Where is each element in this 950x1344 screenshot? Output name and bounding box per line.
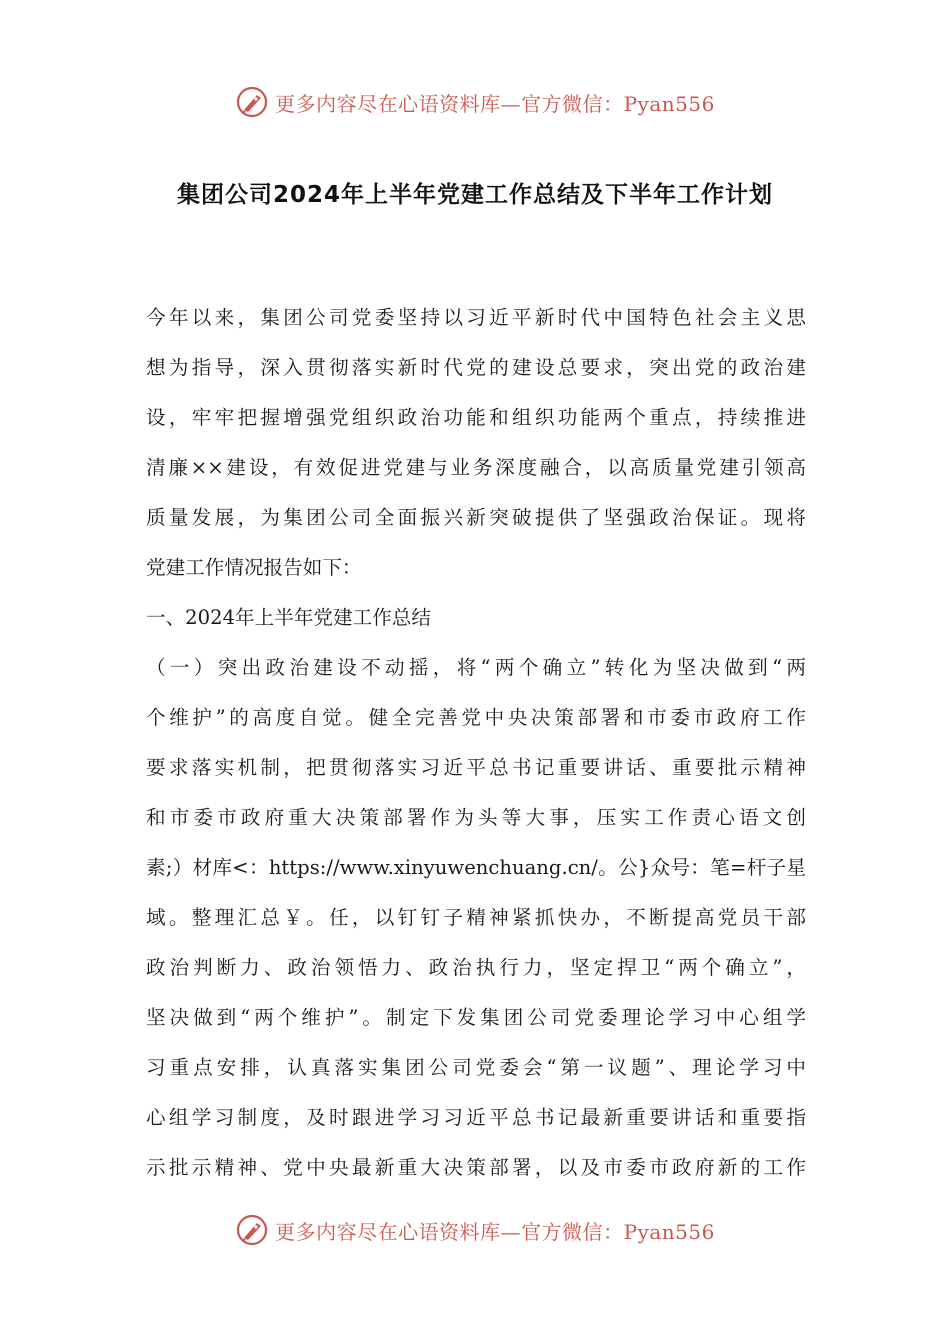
body-line: 示批示精神、党中央最新重大决策部署，以及市委市政府新的工作 — [146, 1156, 806, 1179]
body-line: 个维护”的高度自觉。健全完善党中央决策部署和市委市政府工作 — [146, 706, 806, 729]
pen-nib-logo-icon — [235, 85, 269, 119]
body-line: 域。整理汇总￥。任，以钉钉子精神紧抓快办，不断提高党员干部 — [146, 906, 806, 929]
header-banner — [0, 82, 950, 122]
section-heading: 一、2024年上半年党建工作总结 — [146, 606, 431, 629]
banner-text: 更多内容尽在心语资料库—官方微信：Pyan556 — [275, 1219, 715, 1244]
banner-text: 更多内容尽在心语资料库—官方微信：Pyan556 — [275, 91, 715, 116]
document-body — [146, 298, 806, 1198]
body-line: 设，牢牢把握增强党组织政治功能和组织功能两个重点，持续推进 — [146, 406, 806, 429]
body-line: 和市委市政府重大决策部署作为头等大事，压实工作责心语文创 — [146, 806, 806, 829]
body-line: 质量发展，为集团公司全面振兴新突破提供了坚强政治保证。现将 — [146, 506, 806, 529]
body-line: 坚决做到“两个维护”。制定下发集团公司党委理论学习中心组学 — [146, 1006, 806, 1029]
body-line: 想为指导，深入贯彻落实新时代党的建设总要求，突出党的政治建 — [146, 356, 806, 379]
body-line: 政治判断力、政治领悟力、政治执行力，坚定捍卫“两个确立”， — [146, 956, 806, 979]
footer-banner — [0, 1210, 950, 1250]
body-line: 清廉××建设，有效促进党建与业务深度融合，以高质量党建引领高 — [146, 456, 806, 479]
body-line: 今年以来，集团公司党委坚持以习近平新时代中国特色社会主义思 — [146, 306, 806, 329]
body-line: （一）突出政治建设不动摇，将“两个确立”转化为坚决做到“两 — [146, 656, 806, 679]
body-line: 心组学习制度，及时跟进学习习近平总书记最新重要讲话和重要指 — [146, 1106, 806, 1129]
body-line: 习重点安排，认真落实集团公司党委会“第一议题”、理论学习中 — [146, 1056, 806, 1079]
body-line: 素;）材库<：https://www.xinyuwenchuang.cn/。公}众号：笔=杆子星 — [146, 856, 806, 879]
document-title: 集团公司2024年上半年党建工作总结及下半年工作计划 — [176, 182, 773, 208]
pen-nib-logo-icon — [235, 1213, 269, 1247]
body-line: 要求落实机制，把贯彻落实习近平总书记重要讲话、重要批示精神 — [146, 756, 806, 779]
body-line: 党建工作情况报告如下： — [146, 556, 362, 579]
